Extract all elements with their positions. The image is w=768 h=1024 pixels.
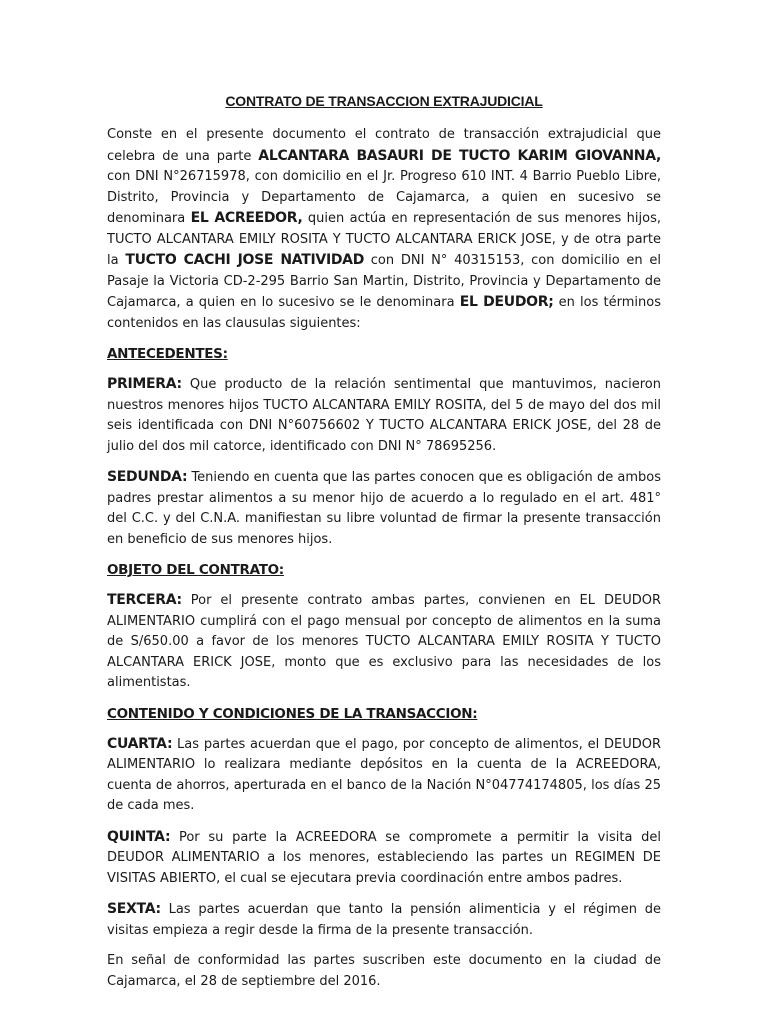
intro-text-2: con DNI N°26715978, con domicilio en el Jr. Progreso 610 INT. 4 Barrio Pueblo Libre, Distrito, Provincia y Departamento de Cajamarca, a quien en sucesivo se denominara bbox=[107, 169, 661, 226]
clause-quinta-label: QUINTA: bbox=[107, 828, 171, 845]
creditor-name: ALCANTARA BASAURI DE TUCTO KARIM GIOVANNA, bbox=[258, 147, 662, 164]
intro-text-1: Conste en el presente documento el contrato de transacción extrajudicial que celebra de una parte bbox=[107, 127, 661, 164]
debtor-name: TUCTO CACHI JOSE NATIVIDAD bbox=[125, 252, 365, 268]
clause-cuarta-text: Las partes acuerdan que el pago, por concepto de alimentos, el DEUDOR ALIMENTARIO lo realizara mediante depósitos en la cuenta de la ACREEDORA, cuenta de ahorros, aperturada en el banco de la Nación N°04774174805, los días 25 de cada mes. bbox=[107, 736, 661, 813]
objeto-heading: OBJETO DEL CONTRATO: bbox=[107, 562, 284, 578]
clause-cuarta-label: CUARTA: bbox=[107, 735, 173, 752]
document-title: CONTRATO DE TRANSACCION EXTRAJUDICIAL bbox=[225, 93, 543, 109]
clause-quinta bbox=[107, 827, 661, 890]
clause-primera-label: PRIMERA: bbox=[107, 376, 182, 392]
intro-paragraph bbox=[107, 125, 661, 334]
clause-segunda-label: SEDUNDA: bbox=[107, 469, 188, 485]
antecedentes-heading: ANTECEDENTES: bbox=[107, 346, 228, 362]
clause-segunda bbox=[107, 467, 661, 550]
creditor-designation: EL ACREEDOR, bbox=[190, 210, 303, 226]
clause-primera bbox=[107, 374, 661, 457]
intro-text-5: en los términos contenidos en las clausulas siguientes: bbox=[107, 295, 661, 331]
clause-tercera bbox=[107, 590, 661, 694]
contenido-heading: CONTENIDO Y CONDICIONES DE LA TRANSACCION: bbox=[107, 705, 478, 722]
debtor-designation: EL DEUDOR; bbox=[459, 294, 554, 310]
clause-tercera-text: Por el presente contrato ambas partes, convienen en EL DEUDOR ALIMENTARIO cumplirá con el pago mensual por concepto de alimentos en la suma de S/650.00 a favor de los menores TUCTO ALCANTARA EMILY ROSITA Y TUCTO ALCANTARA ERICK JOSE, monto que es exclusivo para las necesidades de los alimentistas. bbox=[107, 593, 661, 690]
intro-text-4: con DNI N° 40315153, con domicilio en el Pasaje la Victoria CD-2-295 Barrio San Martin, Distrito, Provincia y Departamento de Cajamarca, a quien en lo sucesivo se le denominara bbox=[107, 253, 661, 310]
clause-quinta-text: Por su parte la ACREEDORA se compromete a permitir la visita del DEUDOR ALIMENTARIO a los menores, estableciendo las partes un REGIMEN DE VISITAS ABIERTO, el cual se ejecutara previa coordinación entre ambos padres. bbox=[107, 829, 661, 886]
clause-sexta-text: Las partes acuerdan que tanto la pensión alimenticia y el régimen de visitas empieza a regir desde la firma de la presente transacción. bbox=[107, 902, 661, 938]
clause-cuarta bbox=[107, 734, 661, 817]
clause-sexta-label: SEXTA: bbox=[107, 901, 161, 917]
clause-segunda-text: Teniendo en cuenta que las partes conocen que es obligación de ambos padres prestar alimentos a su menor hijo de acuerdo a lo regulado en el art. 481° del C.C. y del C.N.A. manifiestan su libre voluntad de firmar la presente transacción en beneficio de sus menores hijos. bbox=[107, 470, 661, 547]
clause-sexta bbox=[107, 899, 661, 941]
closing-paragraph: En señal de conformidad las partes suscriben este documento en la ciudad de Cajamarca, el 28 de septiembre del 2016. bbox=[107, 953, 661, 989]
clause-tercera-label: TERCERA: bbox=[107, 592, 182, 608]
clause-primera-text: Que producto de la relación sentimental que mantuvimos, nacieron nuestros menores hijos TUCTO ALCANTARA EMILY ROSITA, del 5 de mayo del dos mil seis identificada con DNI N°60756602 Y TUCTO ALCANTARA ERICK JOSE, del 28 de julio del dos mil catorce, identificado con DNI N° 78695256. bbox=[107, 377, 661, 454]
intro-text-3: quien actúa en representación de sus menores hijos, TUCTO ALCANTARA EMILY ROSITA Y TUCTO ALCANTARA ERICK JOSE, y de otra parte la bbox=[107, 211, 661, 268]
